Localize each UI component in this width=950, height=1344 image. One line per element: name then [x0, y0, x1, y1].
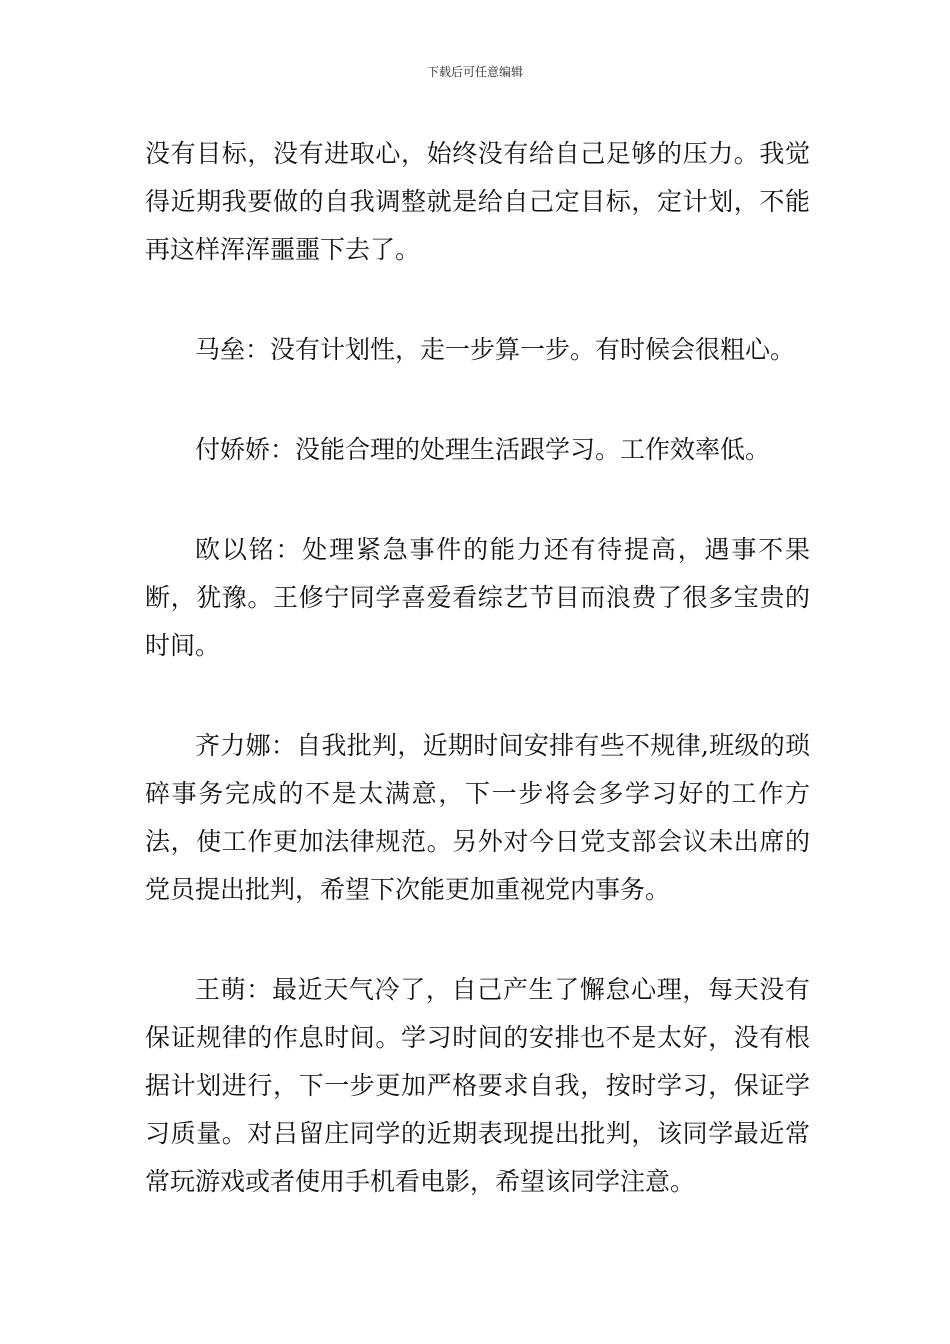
paragraph-fu-jiaojiao: 付娇娇：没能合理的处理生活跟学习。工作效率低。	[195, 435, 771, 464]
paragraph-wang-meng: 王萌：最近天气冷了，自己产生了懈怠心理，每天没有保证规律的作息时间。学习时间的安排也不是太好，没有根据计划进行，下一步更加严格要求自我，按时学习，保证学习质量。对吕留庄同学的近期表现提出批判，该同学最近常常玩游戏或者使用手机看电影，希望该同学注意。	[145, 975, 810, 1196]
paragraph-continued: 没有目标，没有进取心，始终没有给自己足够的压力。我觉得近期我要做的自我调整就是给自己定目标，定计划，不能再这样浑浑噩噩下去了。	[145, 139, 810, 264]
paragraph-ma-lei: 马垒：没有计划性，走一步算一步。有时候会很粗心。	[195, 335, 796, 364]
paragraph-ou-yiming: 欧以铭：处理紧急事件的能力还有待提高，遇事不果断，犹豫。王修宁同学喜爱看综艺节目而浪费了很多宝贵的时间。	[145, 535, 810, 660]
paragraph-qi-lina: 齐力娜：自我批判，近期时间安排有些不规律,班级的琐碎事务完成的不是太满意，下一步将会多学习好的工作方法，使工作更加法律规范。另外对今日党支部会议未出席的党员提出批判，希望下次能更加重视党内事务。	[145, 731, 810, 904]
document-body	[145, 130, 810, 1206]
page-header-note: 下载后可任意编辑	[426, 65, 523, 79]
